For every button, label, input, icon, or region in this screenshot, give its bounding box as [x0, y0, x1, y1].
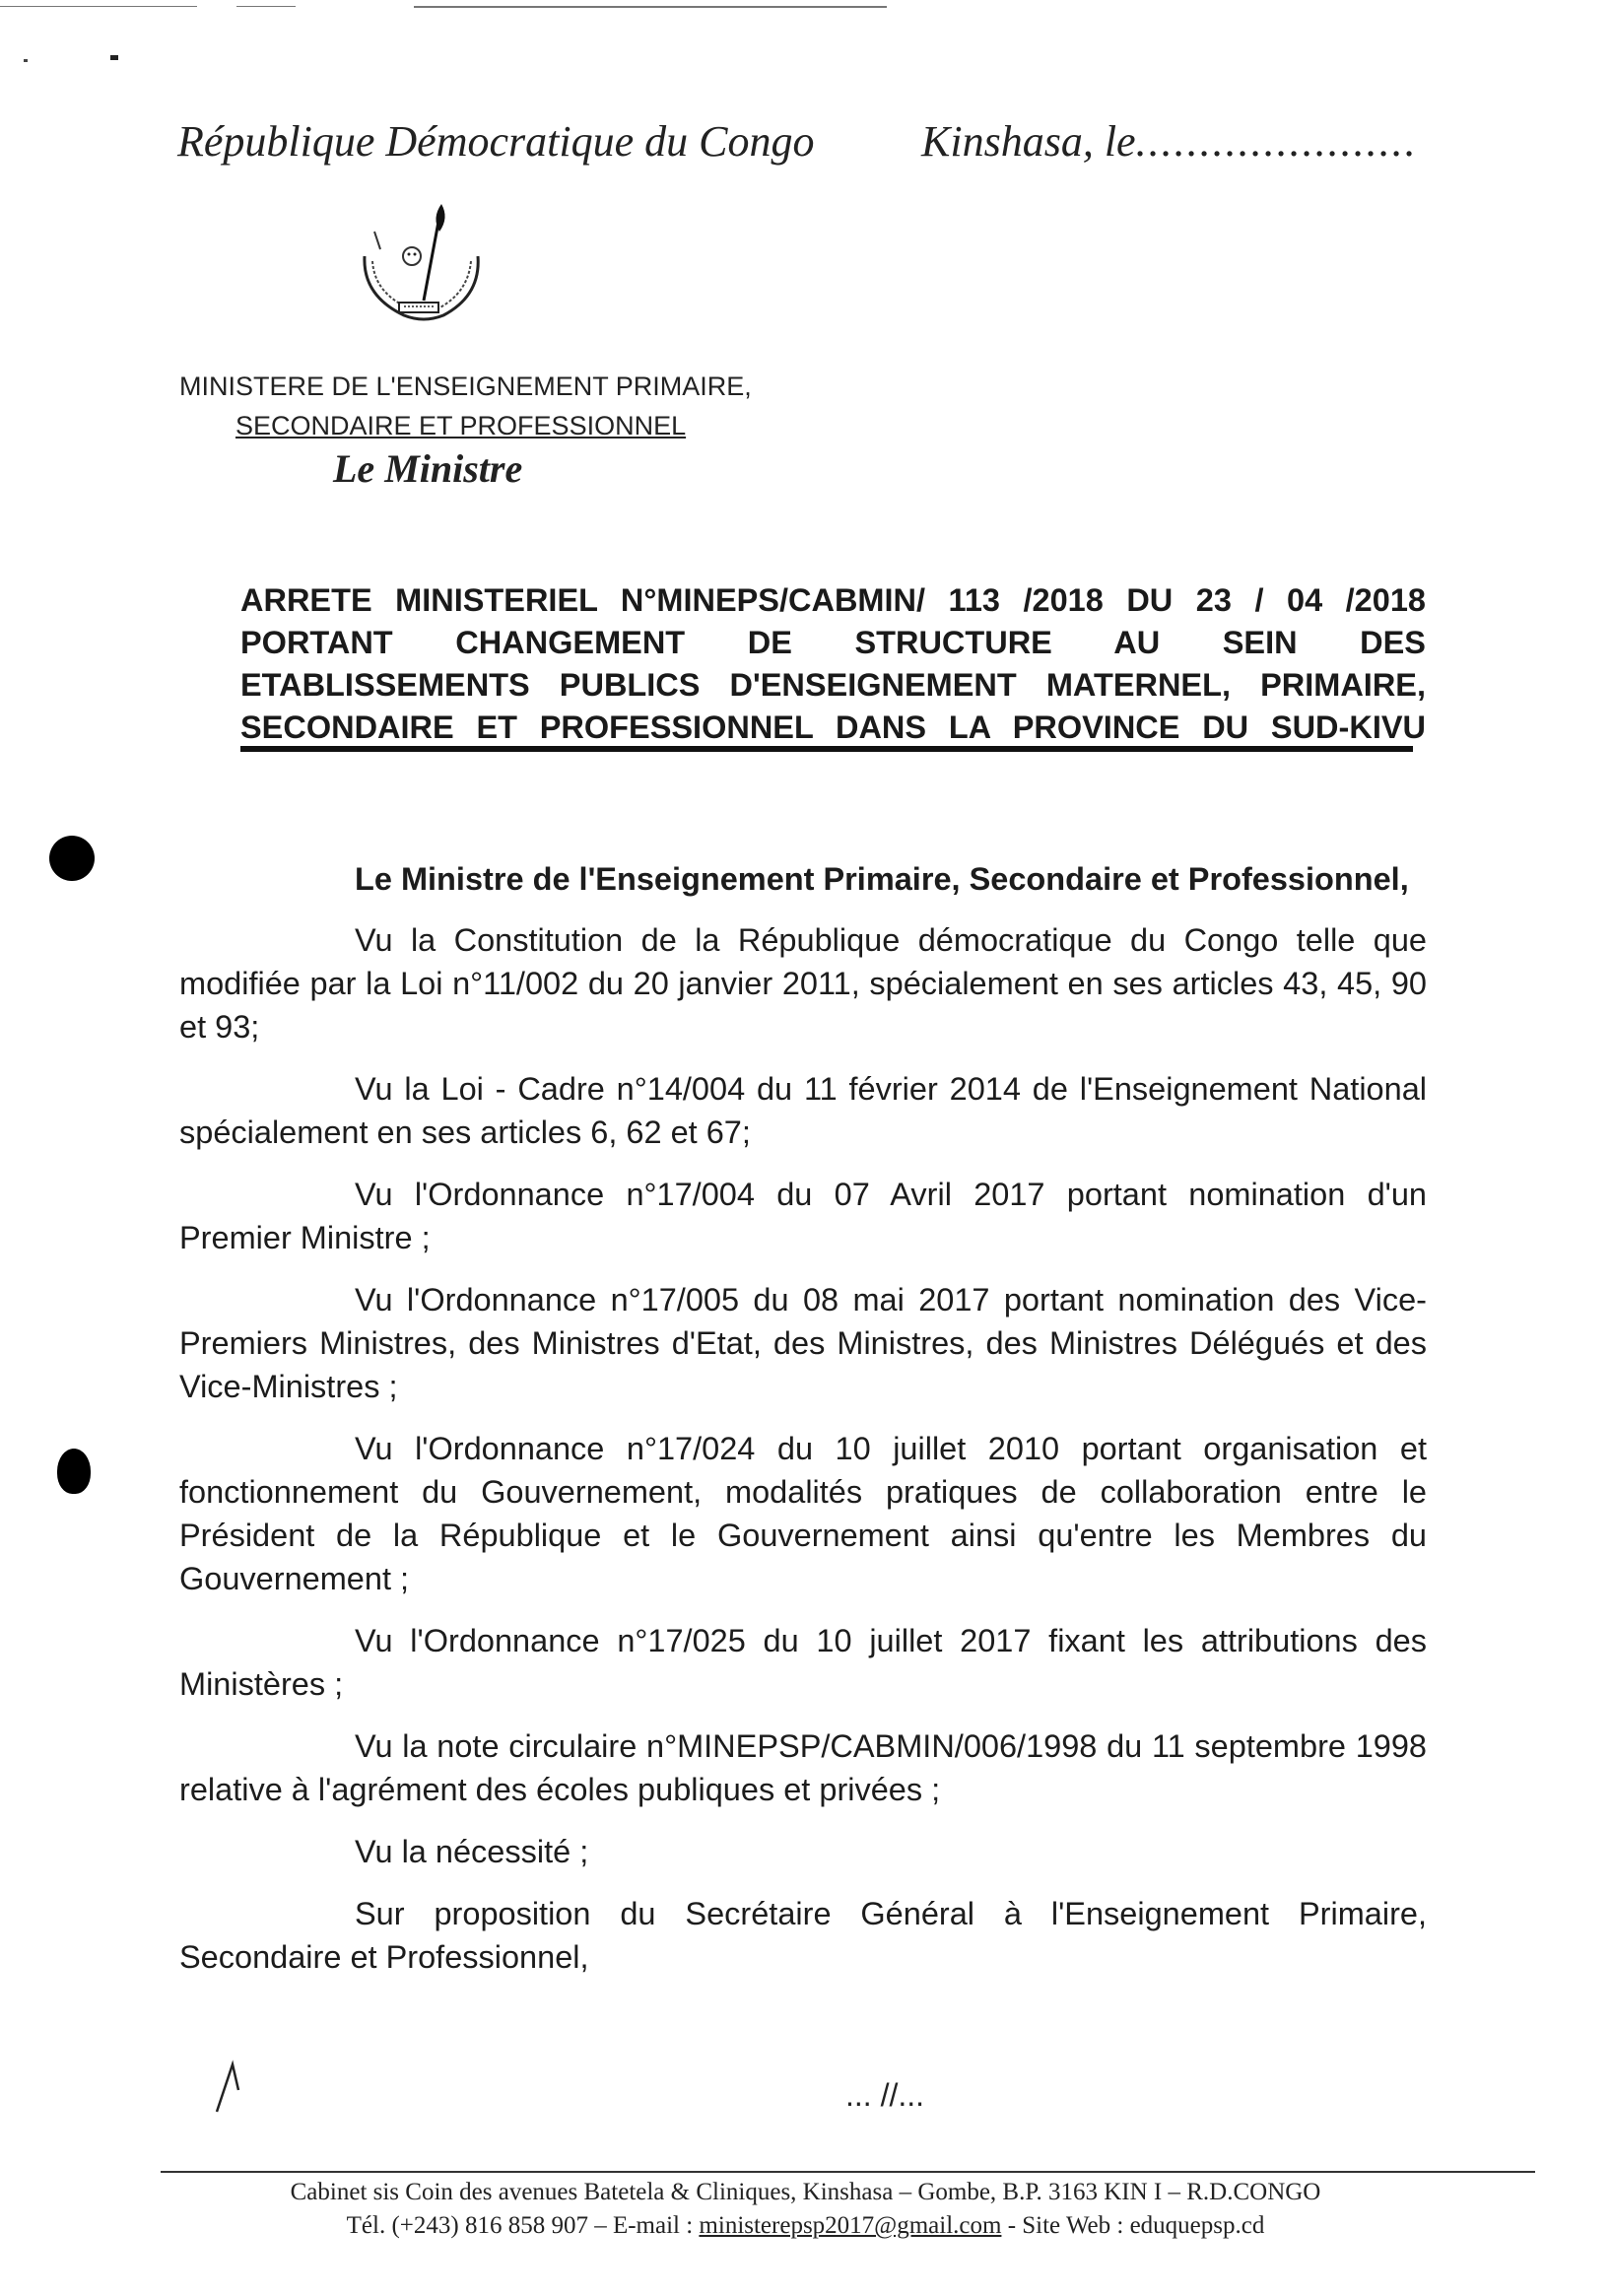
- arrete-title-line: PORTANT CHANGEMENT DE STRUCTURE AU SEIN DES: [240, 625, 1426, 660]
- arrete-title: [240, 579, 1426, 749]
- ministry-heading: [179, 367, 752, 445]
- office-title: Le Ministre: [333, 446, 523, 491]
- arrete-title-line: ARRETE MINISTERIEL N°MINEPS/CABMIN/ 113 /2018 DU 23 / 04 /2018: [240, 582, 1426, 618]
- initials-mark: [209, 2055, 258, 2114]
- scan-speck: [110, 55, 118, 60]
- footer-rule: [161, 2171, 1535, 2173]
- date-blank: ......................: [1135, 117, 1418, 166]
- footer: [0, 2176, 1611, 2243]
- body-paragraph: Vu l'Ordonnance n°17/024 du 10 juillet 2010 portant organisation et fonctionnement du Gouvernement, modalités pratiques de collaboration entre le Président de la République et le Gouvernement ainsi qu'entre les Membres du Gouvernement ;: [179, 1431, 1427, 1596]
- punch-hole: [57, 1449, 91, 1494]
- footer-email-link[interactable]: ministerepsp2017@gmail.com: [699, 2212, 1002, 2239]
- punch-hole: [49, 836, 95, 881]
- body-paragraph: Vu l'Ordonnance n°17/025 du 10 juillet 2017 fixant les attributions des Ministères ;: [179, 1623, 1427, 1702]
- body-paragraph: Vu la Loi - Cadre n°14/004 du 11 février 2014 de l'Enseignement National spécialement en ses articles 6, 62 et 67;: [179, 1071, 1427, 1150]
- footer-tel: Tél. (+243) 816 858 907 – E-mail :: [346, 2212, 700, 2239]
- city-date-label: Kinshasa, le: [921, 117, 1136, 166]
- intro-paragraph: Le Ministre de l'Enseignement Primaire, Secondaire et Professionnel,: [355, 861, 1409, 897]
- scan-speck: [24, 59, 28, 62]
- arrete-title-line: ETABLISSEMENTS PUBLICS D'ENSEIGNEMENT MATERNEL, PRIMAIRE,: [240, 667, 1426, 703]
- body-paragraph: Vu la note circulaire n°MINEPSP/CABMIN/006/1998 du 11 septembre 1998 relative à l'agrément des écoles publiques et privées ;: [179, 1728, 1427, 1807]
- city-date-line: [921, 116, 1418, 167]
- coat-of-arms-emblem: [355, 202, 493, 330]
- footer-web: - Site Web : eduquepsp.cd: [1001, 2212, 1265, 2239]
- continuation-mark: ... //...: [845, 2077, 925, 2113]
- title-underline: [240, 746, 1413, 752]
- body-paragraph: Vu la Constitution de la République démocratique du Congo telle que modifiée par la Loi n°11/002 du 20 janvier 2011, spécialement en ses articles 43, 45, 90 et 93;: [179, 922, 1427, 1045]
- footer-address: Cabinet sis Coin des avenues Batetela & Cliniques, Kinshasa – Gombe, B.P. 3163 KIN I – R.D.CONGO: [290, 2179, 1321, 2205]
- body-paragraph: Vu l'Ordonnance n°17/005 du 08 mai 2017 portant nomination des Vice-Premiers Ministres, des Ministres d'Etat, des Ministres, des Ministres Délégués et des Vice-Ministres ;: [179, 1282, 1427, 1404]
- body-paragraph: Vu l'Ordonnance n°17/004 du 07 Avril 2017 portant nomination d'un Premier Ministre ;: [179, 1177, 1427, 1255]
- ministry-line-1: MINISTERE DE L'ENSEIGNEMENT PRIMAIRE,: [179, 371, 752, 401]
- country-heading: République Démocratique du Congo: [177, 117, 815, 166]
- ministry-line-2: SECONDAIRE ET PROFESSIONNEL: [235, 411, 687, 440]
- body-paragraph: Vu la nécessité ;: [355, 1834, 589, 1869]
- footer-contact: [0, 2209, 1611, 2243]
- scan-edge-line: [236, 6, 296, 7]
- document-body: [179, 857, 1427, 1979]
- arrete-title-line: SECONDAIRE ET PROFESSIONNEL DANS LA PROVINCE DU SUD-KIVU: [240, 709, 1426, 745]
- body-paragraph: Sur proposition du Secrétaire Général à l'Enseignement Primaire, Secondaire et Professionnel,: [179, 1896, 1427, 1975]
- scan-edge-line: [414, 6, 887, 8]
- scan-edge-line: [0, 6, 197, 7]
